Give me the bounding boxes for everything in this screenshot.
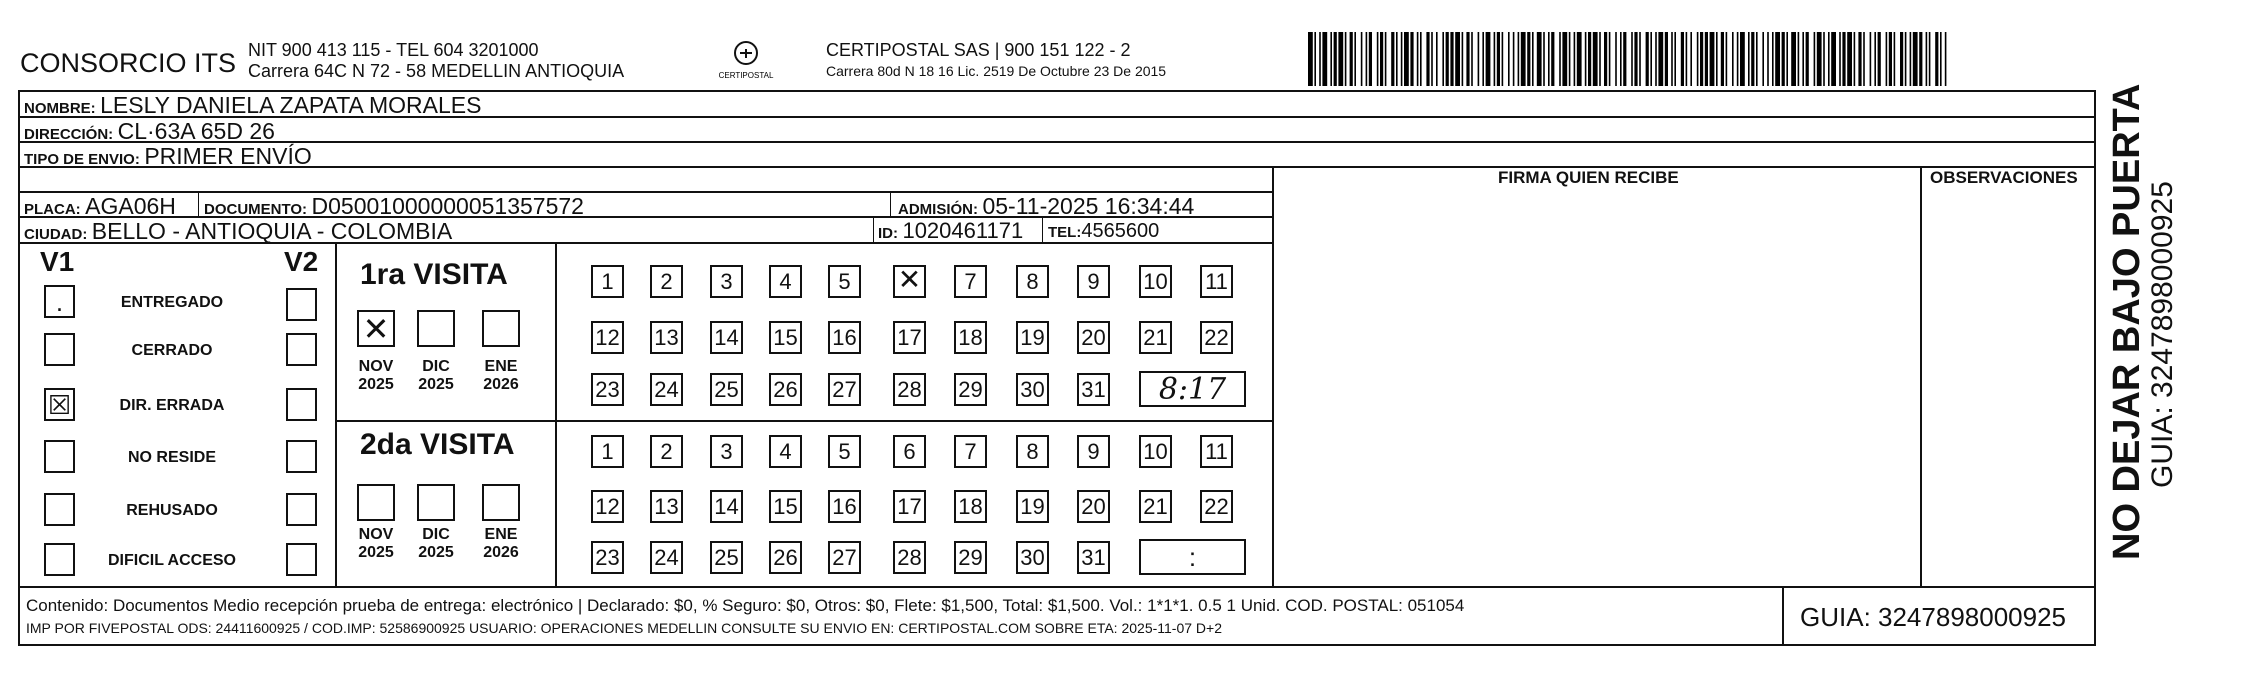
visit2-day-box[interactable]: 9 — [1077, 435, 1110, 468]
barcode-bar — [1935, 32, 1938, 86]
admision-label: ADMISIÓN: — [898, 201, 978, 218]
visit2-day-box[interactable]: 16 — [828, 490, 861, 523]
barcode-bar — [1886, 32, 1888, 86]
visit2-day-box[interactable]: 21 — [1139, 490, 1172, 523]
footer-line1: Contenido: Documentos Medio recepción prueba de entrega: electrónico | Declarado: $0, % Seguro: $0, Otros: $0, Flete: $1,500, Total: $1,500. Vol.: 1*1*1. 0.5 1 Unid. COD. POSTAL: 051054 — [26, 596, 1465, 615]
visit2-day-box[interactable]: 14 — [710, 490, 743, 523]
ciudad-value: BELLO - ANTIOQUIA - COLOMBIA — [91, 218, 453, 244]
status-label: NO RESIDE — [127, 449, 216, 466]
barcode-bar — [1455, 32, 1460, 86]
visit1-day-box[interactable]: 16 — [828, 321, 861, 354]
barcode-bar — [1604, 32, 1607, 86]
nombre-row — [24, 92, 481, 119]
barcode-bar — [1588, 32, 1591, 86]
visit1-day-box[interactable]: 23 — [591, 373, 624, 406]
barcode-bar — [1858, 32, 1861, 86]
barcode-bar — [1929, 32, 1931, 86]
month-name: ENE — [484, 358, 518, 375]
v2-checkbox[interactable] — [286, 493, 317, 526]
visit2-day-box[interactable]: 26 — [769, 541, 802, 574]
side-guia: GUIA: 3247898000925 — [2146, 181, 2179, 488]
month-name: NOV — [358, 526, 394, 543]
barcode-bar — [1620, 32, 1622, 86]
barcode-bar — [1391, 32, 1394, 86]
barcode-bar — [1831, 32, 1836, 86]
month-year: 2025 — [418, 376, 454, 393]
documento-value: D05001000000051357572 — [311, 193, 584, 219]
direccion-row — [24, 118, 275, 145]
barcode-bar — [1559, 32, 1561, 86]
barcode-bar — [1322, 32, 1327, 86]
barcode-bar — [1889, 32, 1892, 86]
status-label: CERRADO — [131, 342, 213, 359]
nombre-value: LESLY DANIELA ZAPATA MORALES — [100, 92, 482, 118]
id-label: ID: — [878, 225, 898, 242]
visit2-day-box[interactable]: 22 — [1200, 490, 1233, 523]
barcode-bar — [1905, 32, 1907, 86]
id-field — [878, 218, 1023, 244]
visit1-day-box[interactable]: 15 — [769, 321, 802, 354]
visit1-day-box[interactable]: 12 — [591, 321, 624, 354]
barcode-bar — [1791, 32, 1796, 86]
v2-checkbox[interactable] — [286, 333, 317, 366]
barcode-bar — [1431, 32, 1433, 86]
month-name: DIC — [422, 526, 450, 543]
v1-checkbox[interactable] — [44, 333, 75, 366]
visit1-day-box[interactable]: 30 — [1016, 373, 1049, 406]
barcode-bar — [1417, 32, 1419, 86]
barcode-bar — [1436, 32, 1438, 86]
barcode-bar — [1639, 32, 1641, 86]
barcode-bar — [1945, 32, 1947, 86]
status-label: REHUSADO — [126, 502, 218, 519]
admision-field — [898, 193, 1194, 220]
visit2-day-box[interactable]: 28 — [893, 541, 926, 574]
visit1-day-box[interactable]: 11 — [1200, 265, 1233, 298]
barcode-bar — [1334, 32, 1337, 86]
tipo-row — [24, 143, 312, 170]
barcode-bar — [1671, 32, 1673, 86]
visit2-day-box[interactable]: 25 — [710, 541, 743, 574]
placa-label: PLACA: — [24, 201, 81, 218]
month-name: NOV — [358, 358, 394, 375]
barcode-bar — [1377, 32, 1379, 86]
barcode-bar — [1404, 32, 1409, 86]
barcode-bar — [1366, 32, 1368, 86]
barcode-bar — [1426, 32, 1429, 86]
v2-header: V2 — [284, 246, 319, 277]
visit1-day-box[interactable]: 21 — [1139, 321, 1172, 354]
barcode-bar — [1828, 32, 1830, 86]
visit2-month-checkbox[interactable] — [482, 484, 520, 521]
visit2-day-box[interactable]: 12 — [591, 490, 624, 523]
barcode-bar — [1772, 32, 1774, 86]
visit2-month-label — [351, 526, 401, 562]
side-warning: NO DEJAR BAJO PUERTA — [2106, 83, 2148, 560]
month-year: 2026 — [483, 544, 519, 561]
visit2-month-checkbox[interactable] — [417, 484, 455, 521]
barcode-bar — [1690, 32, 1692, 86]
day-cross-mark: ✕ — [897, 264, 922, 295]
barcode-bar — [1623, 32, 1626, 86]
barcode-bar — [1650, 32, 1652, 86]
visit1-day-box[interactable]: 2 — [650, 265, 683, 298]
visit1-day-box[interactable]: 7 — [954, 265, 987, 298]
footer-line2: IMP POR FIVEPOSTAL ODS: 24411600925 / COD.IMP: 52586900925 USUARIO: OPERACIONES MEDELLIN CONSULTE SU ENVIO EN: CERTIPOSTAL.COM SOBRE ETA: 2025-11-07 D+2 — [26, 620, 1223, 636]
barcode-bar — [1609, 32, 1611, 86]
barcode-bar — [1585, 32, 1587, 86]
visit1-month-checkbox[interactable]: ✕ — [357, 310, 395, 347]
visit2-day-box[interactable]: 8 — [1016, 435, 1049, 468]
barcode-bar — [1854, 32, 1856, 86]
v1-checkbox[interactable]: . — [44, 285, 75, 318]
barcode-bar — [1913, 32, 1918, 86]
barcode-bar — [1482, 32, 1484, 86]
v1-header: V1 — [40, 246, 75, 277]
barcode-bar — [1350, 32, 1353, 86]
barcode-bar — [1401, 32, 1403, 86]
company-name: CONSORCIO ITS — [20, 48, 237, 78]
visit2-day-box[interactable]: 27 — [828, 541, 861, 574]
visit2-day-box[interactable]: 5 — [828, 435, 861, 468]
barcode-bar — [1513, 32, 1515, 86]
direccion-value: CL·63A 65D 26 — [117, 118, 275, 144]
barcode-bar — [1330, 32, 1332, 86]
barcode-bar — [1354, 32, 1356, 86]
barcode-bar — [1478, 32, 1480, 86]
visit2-day-box[interactable]: 24 — [650, 541, 683, 574]
id-value: 1020461171 — [902, 218, 1024, 243]
barcode-bar — [1874, 32, 1876, 86]
barcode-bar — [1756, 32, 1758, 86]
barcode-bar — [1878, 32, 1881, 86]
visit1-day-box[interactable]: 31 — [1077, 373, 1110, 406]
barcode-bar — [1385, 32, 1387, 86]
visit1-day-box[interactable]: 19 — [1016, 321, 1049, 354]
visit2-day-box[interactable]: 4 — [769, 435, 802, 468]
month-year: 2025 — [358, 544, 394, 561]
month-year: 2025 — [358, 376, 394, 393]
admision-value: 05-11-2025 16:34:44 — [982, 193, 1195, 219]
observaciones-label: OBSERVACIONES — [1930, 168, 2078, 187]
barcode-bar — [1497, 32, 1500, 86]
barcode-bar — [1548, 32, 1550, 86]
barcode-bar — [1732, 32, 1734, 86]
barcode-bar — [1361, 32, 1363, 86]
barcode-bar — [1814, 32, 1816, 86]
barcode-bar — [1910, 32, 1912, 86]
status-label: DIR. ERRADA — [119, 397, 225, 414]
barcode-bar — [1543, 32, 1545, 86]
visit1-day-box[interactable]: 5 — [828, 265, 861, 298]
barcode-bar — [1665, 32, 1668, 86]
visit1-day-box[interactable]: 29 — [954, 373, 987, 406]
visit1-month-checkbox[interactable] — [482, 310, 520, 347]
visit1-day-box[interactable]: 26 — [769, 373, 802, 406]
barcode-bar — [1532, 32, 1534, 86]
barcode-bar — [1442, 32, 1444, 86]
barcode-bar — [1396, 32, 1398, 86]
tipo-label: TIPO DE ENVIO: — [24, 151, 140, 168]
barcode-bar — [1900, 32, 1903, 86]
carrier-address: Carrera 80d N 18 16 Lic. 2519 De Octubre 23 De 2015 — [826, 63, 1167, 79]
visit2-day-box[interactable]: 31 — [1077, 541, 1110, 574]
barcode-bar — [1615, 32, 1617, 86]
barcode-bar — [1863, 32, 1865, 86]
visit1-title: 1ra VISITA — [360, 258, 508, 291]
barcode-bar — [1721, 32, 1724, 86]
barcode-bar — [1674, 32, 1676, 86]
barcode-bar — [1762, 32, 1764, 86]
barcode-bar — [1726, 32, 1728, 86]
barcode-bar — [1894, 32, 1896, 86]
visit1-day-box[interactable]: 9 — [1077, 265, 1110, 298]
visit2-day-box[interactable]: 6 — [893, 435, 926, 468]
address-line: Carrera 64C N 72 - 58 MEDELLIN ANTIOQUIA — [248, 61, 625, 81]
barcode-bar — [1697, 32, 1699, 86]
barcode-bar — [1466, 32, 1469, 86]
visit2-day-box[interactable]: 10 — [1139, 435, 1172, 468]
barcode-bar — [1775, 32, 1780, 86]
placa-value: AGA06H — [85, 193, 176, 219]
visit2-day-box[interactable]: 29 — [954, 541, 987, 574]
barcode-bar — [1686, 32, 1688, 86]
tipo-value: PRIMER ENVÍO — [144, 143, 312, 169]
barcode-bar — [1308, 32, 1313, 86]
barcode-bar — [1847, 32, 1852, 86]
barcode-bar — [1655, 32, 1657, 86]
visit2-day-box[interactable]: 20 — [1077, 490, 1110, 523]
visit2-day-box[interactable]: 3 — [710, 435, 743, 468]
barcode-bar — [1562, 32, 1567, 86]
v2-checkbox[interactable] — [286, 288, 317, 321]
month-name: DIC — [422, 358, 450, 375]
visit1-day-box[interactable]: 25 — [710, 373, 743, 406]
visit2-month-label — [411, 526, 461, 562]
barcode-bar — [1926, 32, 1928, 86]
barcode-bar — [1782, 32, 1785, 86]
visit2-day-box[interactable]: 30 — [1016, 541, 1049, 574]
barcode-bar — [1446, 32, 1449, 86]
visit2-day-box[interactable]: 2 — [650, 435, 683, 468]
barcode-bar — [1345, 32, 1347, 86]
visit2-day-box[interactable]: 19 — [1016, 490, 1049, 523]
visit1-day-box[interactable]: 22 — [1200, 321, 1233, 354]
documento-label: DOCUMENTO: — [204, 201, 308, 218]
visit1-day-box[interactable]: 13 — [650, 321, 683, 354]
visit1-day-box[interactable]: 27 — [828, 373, 861, 406]
barcode-bar — [1806, 32, 1809, 86]
visit2-month-checkbox[interactable] — [357, 484, 395, 521]
barcode-bar — [1502, 32, 1504, 86]
barcode-bar — [1634, 32, 1637, 86]
visit2-day-box[interactable]: 18 — [954, 490, 987, 523]
visit2-day-box[interactable]: 17 — [893, 490, 926, 523]
visit2-day-box[interactable]: 15 — [769, 490, 802, 523]
status-label: ENTREGADO — [120, 294, 224, 311]
barcode-bar — [1839, 32, 1841, 86]
visit1-day-box[interactable]: 4 — [769, 265, 802, 298]
barcode-bar — [1577, 32, 1582, 86]
tel-field — [1048, 220, 1159, 243]
visit1-day-box[interactable]: 24 — [650, 373, 683, 406]
v2-checkbox[interactable] — [286, 543, 317, 576]
barcode-bar — [1551, 32, 1554, 86]
barcode — [1308, 32, 1948, 86]
visit2-day-box[interactable]: 13 — [650, 490, 683, 523]
barcode-bar — [1486, 32, 1491, 86]
v1-checkbox[interactable] — [44, 440, 75, 473]
barcode-bar — [1940, 32, 1942, 86]
visit1-month-label — [351, 358, 401, 394]
visit2-title: 2da VISITA — [360, 428, 515, 461]
barcode-bar — [1751, 32, 1754, 86]
barcode-bar — [1740, 32, 1745, 86]
barcode-bar — [1599, 32, 1601, 86]
barcode-bar — [1716, 32, 1718, 86]
visit2-day-box[interactable]: 23 — [591, 541, 624, 574]
v1-checkbox[interactable] — [44, 493, 75, 526]
barcode-bar — [1521, 32, 1526, 86]
company-info — [248, 40, 624, 82]
barcode-bar — [1700, 32, 1703, 86]
visit2-month-label — [476, 526, 526, 562]
barcode-bar — [1737, 32, 1739, 86]
documento-field — [204, 193, 584, 220]
delivery-form — [18, 90, 2096, 646]
visit1-day-box[interactable]: 8 — [1016, 265, 1049, 298]
visit2-day-box[interactable]: 7 — [954, 435, 987, 468]
barcode-bar — [1537, 32, 1542, 86]
barcode-bar — [1569, 32, 1571, 86]
barcode-bar — [1494, 32, 1496, 86]
visit2-day-box[interactable]: 11 — [1200, 435, 1233, 468]
barcode-bar — [1380, 32, 1383, 86]
barcode-bar — [1527, 32, 1530, 86]
barcode-bar — [1631, 32, 1633, 86]
ciudad-label: CIUDAD: — [24, 226, 88, 243]
placa-field — [24, 193, 176, 220]
status-label: DIFICIL ACCESO — [107, 552, 236, 569]
barcode-bar — [1518, 32, 1520, 86]
month-year: 2026 — [483, 376, 519, 393]
barcode-bar — [1410, 32, 1413, 86]
carrier-line: CERTIPOSTAL SAS | 900 151 122 - 2 — [826, 40, 1131, 60]
barcode-bar — [1786, 32, 1788, 86]
barcode-bar — [1338, 32, 1343, 86]
visit1-time-box[interactable]: 8:17 — [1139, 371, 1246, 407]
barcode-bar — [1420, 32, 1422, 86]
visit1-day-box[interactable]: 20 — [1077, 321, 1110, 354]
barcode-bar — [1658, 32, 1663, 86]
barcode-bar — [1574, 32, 1576, 86]
barcode-bar — [1842, 32, 1845, 86]
barcode-bar — [1593, 32, 1598, 86]
visit1-day-box[interactable]: 10 — [1139, 265, 1172, 298]
barcode-bar — [1705, 32, 1708, 86]
v1-checkbox[interactable] — [44, 543, 75, 576]
nombre-label: NOMBRE: — [24, 100, 96, 117]
barcode-bar — [1471, 32, 1473, 86]
visit1-day-box[interactable]: 17 — [893, 321, 926, 354]
visit1-day-box[interactable]: 28 — [893, 373, 926, 406]
barcode-bar — [1319, 32, 1321, 86]
barcode-bar — [1646, 32, 1649, 86]
carrier-info — [826, 40, 1166, 82]
barcode-bar — [1681, 32, 1684, 86]
tel-value: 4565600 — [1081, 220, 1160, 242]
direccion-label: DIRECCIÓN: — [24, 126, 114, 143]
barcode-bar — [1817, 32, 1822, 86]
v1-checkbox[interactable]: ☒ — [44, 388, 75, 421]
barcode-bar — [1508, 32, 1510, 86]
firma-label: FIRMA QUIEN RECIBE — [1498, 168, 1679, 187]
visit2-time-box[interactable]: : — [1139, 539, 1246, 575]
v2-checkbox[interactable] — [286, 388, 317, 421]
nit-line: NIT 900 413 115 - TEL 604 3201000 — [248, 40, 539, 60]
barcode-bar — [1710, 32, 1715, 86]
footer-guia: GUIA: 3247898000925 — [1800, 602, 2066, 632]
visit2-day-box[interactable]: 1 — [591, 435, 624, 468]
barcode-bar — [1802, 32, 1804, 86]
barcode-bar — [1919, 32, 1922, 86]
barcode-bar — [1823, 32, 1825, 86]
logo-text: CERTIPOSTAL — [718, 71, 774, 80]
visit1-month-label — [411, 358, 461, 394]
barcode-bar — [1369, 32, 1372, 86]
barcode-bar — [1450, 32, 1453, 86]
ciudad-field — [24, 218, 452, 245]
certipostal-logo-icon — [716, 36, 776, 86]
tel-label: TEL: — [1048, 224, 1082, 241]
barcode-bar — [1798, 32, 1800, 86]
visit1-day-box[interactable]: 3 — [710, 265, 743, 298]
visit1-month-checkbox[interactable] — [417, 310, 455, 347]
visit1-month-label — [476, 358, 526, 394]
visit1-day-box[interactable]: 1 — [591, 265, 624, 298]
visit1-day-box[interactable]: 14 — [710, 321, 743, 354]
month-name: ENE — [484, 526, 518, 543]
barcode-bar — [1462, 32, 1464, 86]
visit1-day-box[interactable]: 18 — [954, 321, 987, 354]
v2-checkbox[interactable] — [286, 440, 317, 473]
month-year: 2025 — [418, 544, 454, 561]
barcode-bar — [1870, 32, 1872, 86]
barcode-bar — [1767, 32, 1769, 86]
barcode-bar — [1314, 32, 1316, 86]
barcode-bar — [1748, 32, 1750, 86]
